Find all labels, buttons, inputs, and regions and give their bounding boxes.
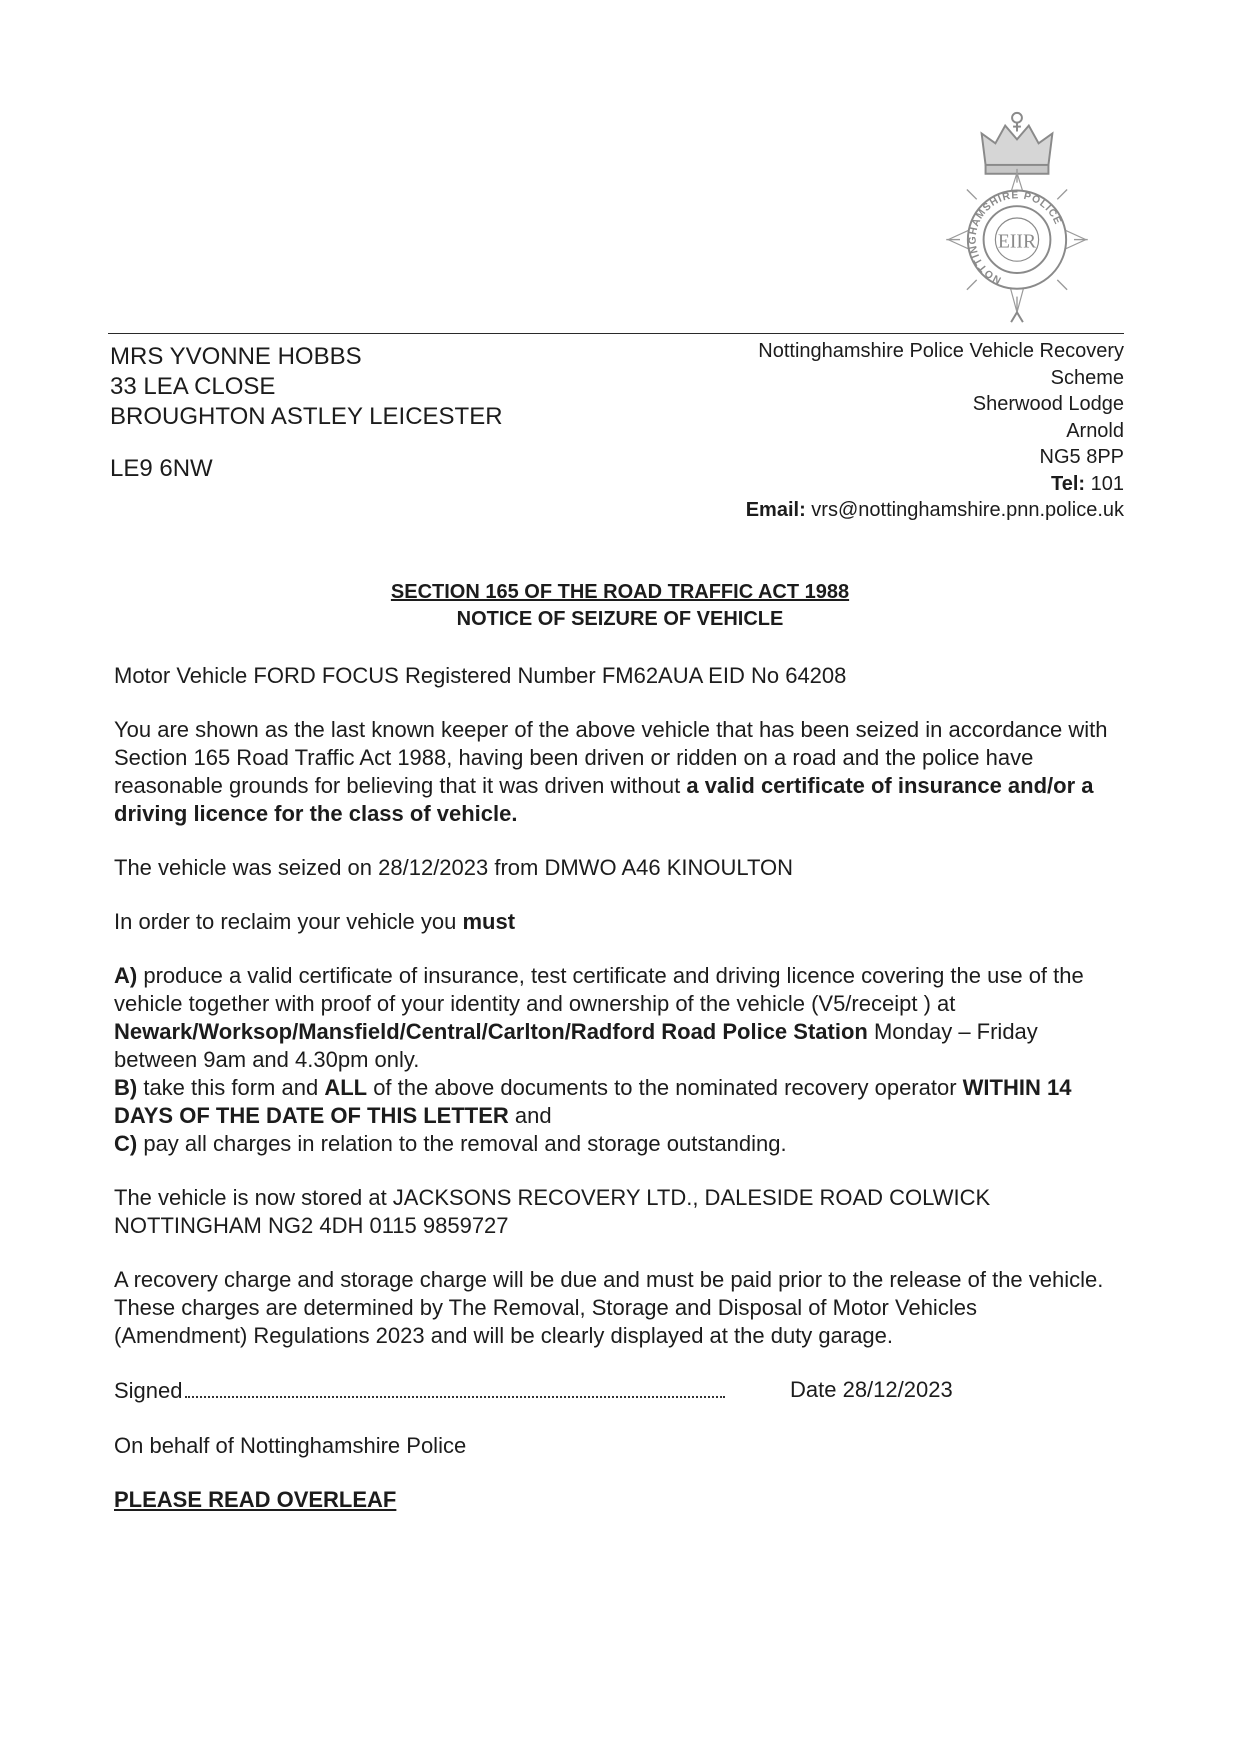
step-b-deadline: WITHIN 14 DAYS OF THE DATE OF THIS LETTER	[114, 1075, 1072, 1128]
step-b-all: ALL	[324, 1075, 368, 1100]
signed-label: Signed	[114, 1378, 183, 1403]
vehicle-line: Motor Vehicle FORD FOCUS Registered Number FM62AUA EID No 64208	[114, 663, 847, 688]
sender-tel	[644, 471, 1124, 498]
notice-heading	[0, 579, 1240, 633]
reclaim-bold: must	[462, 909, 516, 934]
sender-postcode: NG5 8PP	[1039, 446, 1124, 468]
recipient-town: BROUGHTON ASTLEY LEICESTER	[110, 403, 503, 430]
charges-paragraph: A recovery charge and storage charge will be due and must be paid prior to the release of the vehicle. These charges are determined by The Removal, Storage and Disposal of Motor Vehicles (Amendment) Regulations 2023 and will be clearly displayed at the duty garage.	[114, 1267, 1104, 1348]
header-rule	[108, 333, 1124, 334]
step-c	[114, 1130, 1114, 1158]
overleaf-notice: PLEASE READ OVERLEAF	[114, 1487, 397, 1512]
email-address[interactable]: vrs@nottinghamshire.pnn.police.uk	[805, 499, 1124, 521]
tel-number: 101	[1085, 472, 1124, 495]
reclaim-line	[114, 908, 1114, 936]
step-b-text3: and	[508, 1103, 552, 1128]
sender-line1: Nottinghamshire Police Vehicle Recovery	[758, 340, 1124, 362]
step-b	[114, 1074, 1114, 1130]
sender-line4: Arnold	[1066, 419, 1124, 442]
keeper-paragraph	[114, 716, 1114, 828]
behalf-line: On behalf of Nottinghamshire Police	[114, 1433, 467, 1458]
step-a-stations: Newark/Worksop/Mansfield/Central/Carlton/Radford Road Police Station	[114, 1019, 868, 1044]
sender-line3: Sherwood Lodge	[972, 393, 1124, 415]
recipient-address	[110, 342, 503, 484]
keeper-text: You are shown as the last known keeper of the above vehicle that has been seized in accordance with Section 165 Road Traffic Act 1988, having been driven or ridden on a road and the police have reasonable grounds for believing that it was driven without	[114, 717, 1108, 798]
recipient-postcode: LE9 6NW	[110, 455, 213, 482]
signature-line	[185, 1376, 725, 1398]
sender-address	[644, 338, 1124, 524]
stored-paragraph: The vehicle is now stored at JACKSONS RECOVERY LTD., DALESIDE ROAD COLWICK NOTTINGHAM NG2 4DH 0115 9859727	[114, 1185, 991, 1238]
crest-cipher: EIIR	[997, 230, 1037, 253]
police-crest-logo	[938, 104, 1096, 330]
crest-ring-text: NOTTINGHAMSHIRE POLICE	[967, 190, 1064, 286]
step-b-text1: take this form and	[137, 1075, 325, 1100]
step-a	[114, 962, 1114, 1074]
date-line: Date 28/12/2023	[790, 1377, 953, 1402]
recipient-name: MRS YVONNE HOBBS	[110, 343, 362, 370]
signature-row	[114, 1376, 1114, 1406]
sender-line2: Scheme	[1050, 366, 1124, 389]
step-b-label: B)	[114, 1075, 138, 1100]
notice-body	[114, 662, 1114, 1540]
seized-line: The vehicle was seized on 28/12/2023 from DMWO A46 KINOULTON	[114, 855, 794, 880]
reclaim-text: In order to reclaim your vehicle you	[114, 909, 463, 934]
step-c-label: C)	[114, 1131, 138, 1156]
email-label: Email:	[745, 499, 806, 521]
heading-title: SECTION 165 OF THE ROAD TRAFFIC ACT 1988	[390, 581, 850, 603]
step-a-text2: Monday – Friday between 9am and 4.30pm only.	[114, 1019, 1038, 1072]
step-c-text: pay all charges in relation to the removal and storage outstanding.	[137, 1131, 787, 1156]
tel-label: Tel:	[1050, 472, 1086, 495]
sender-email	[644, 497, 1124, 524]
step-b-text2: of the above documents to the nominated recovery operator	[367, 1075, 963, 1100]
heading-subtitle: NOTICE OF SEIZURE OF VEHICLE	[456, 608, 784, 630]
keeper-bold: a valid certificate of insurance and/or a driving licence for the class of vehicle.	[114, 773, 1094, 826]
step-a-text1: produce a valid certificate of insurance, test certificate and driving licence covering the use of the vehicle together with proof of your identity and ownership of the vehicle (V5/receipt ) at	[114, 963, 1084, 1016]
step-a-label: A)	[114, 963, 138, 988]
recipient-street: 33 LEA CLOSE	[110, 373, 276, 400]
